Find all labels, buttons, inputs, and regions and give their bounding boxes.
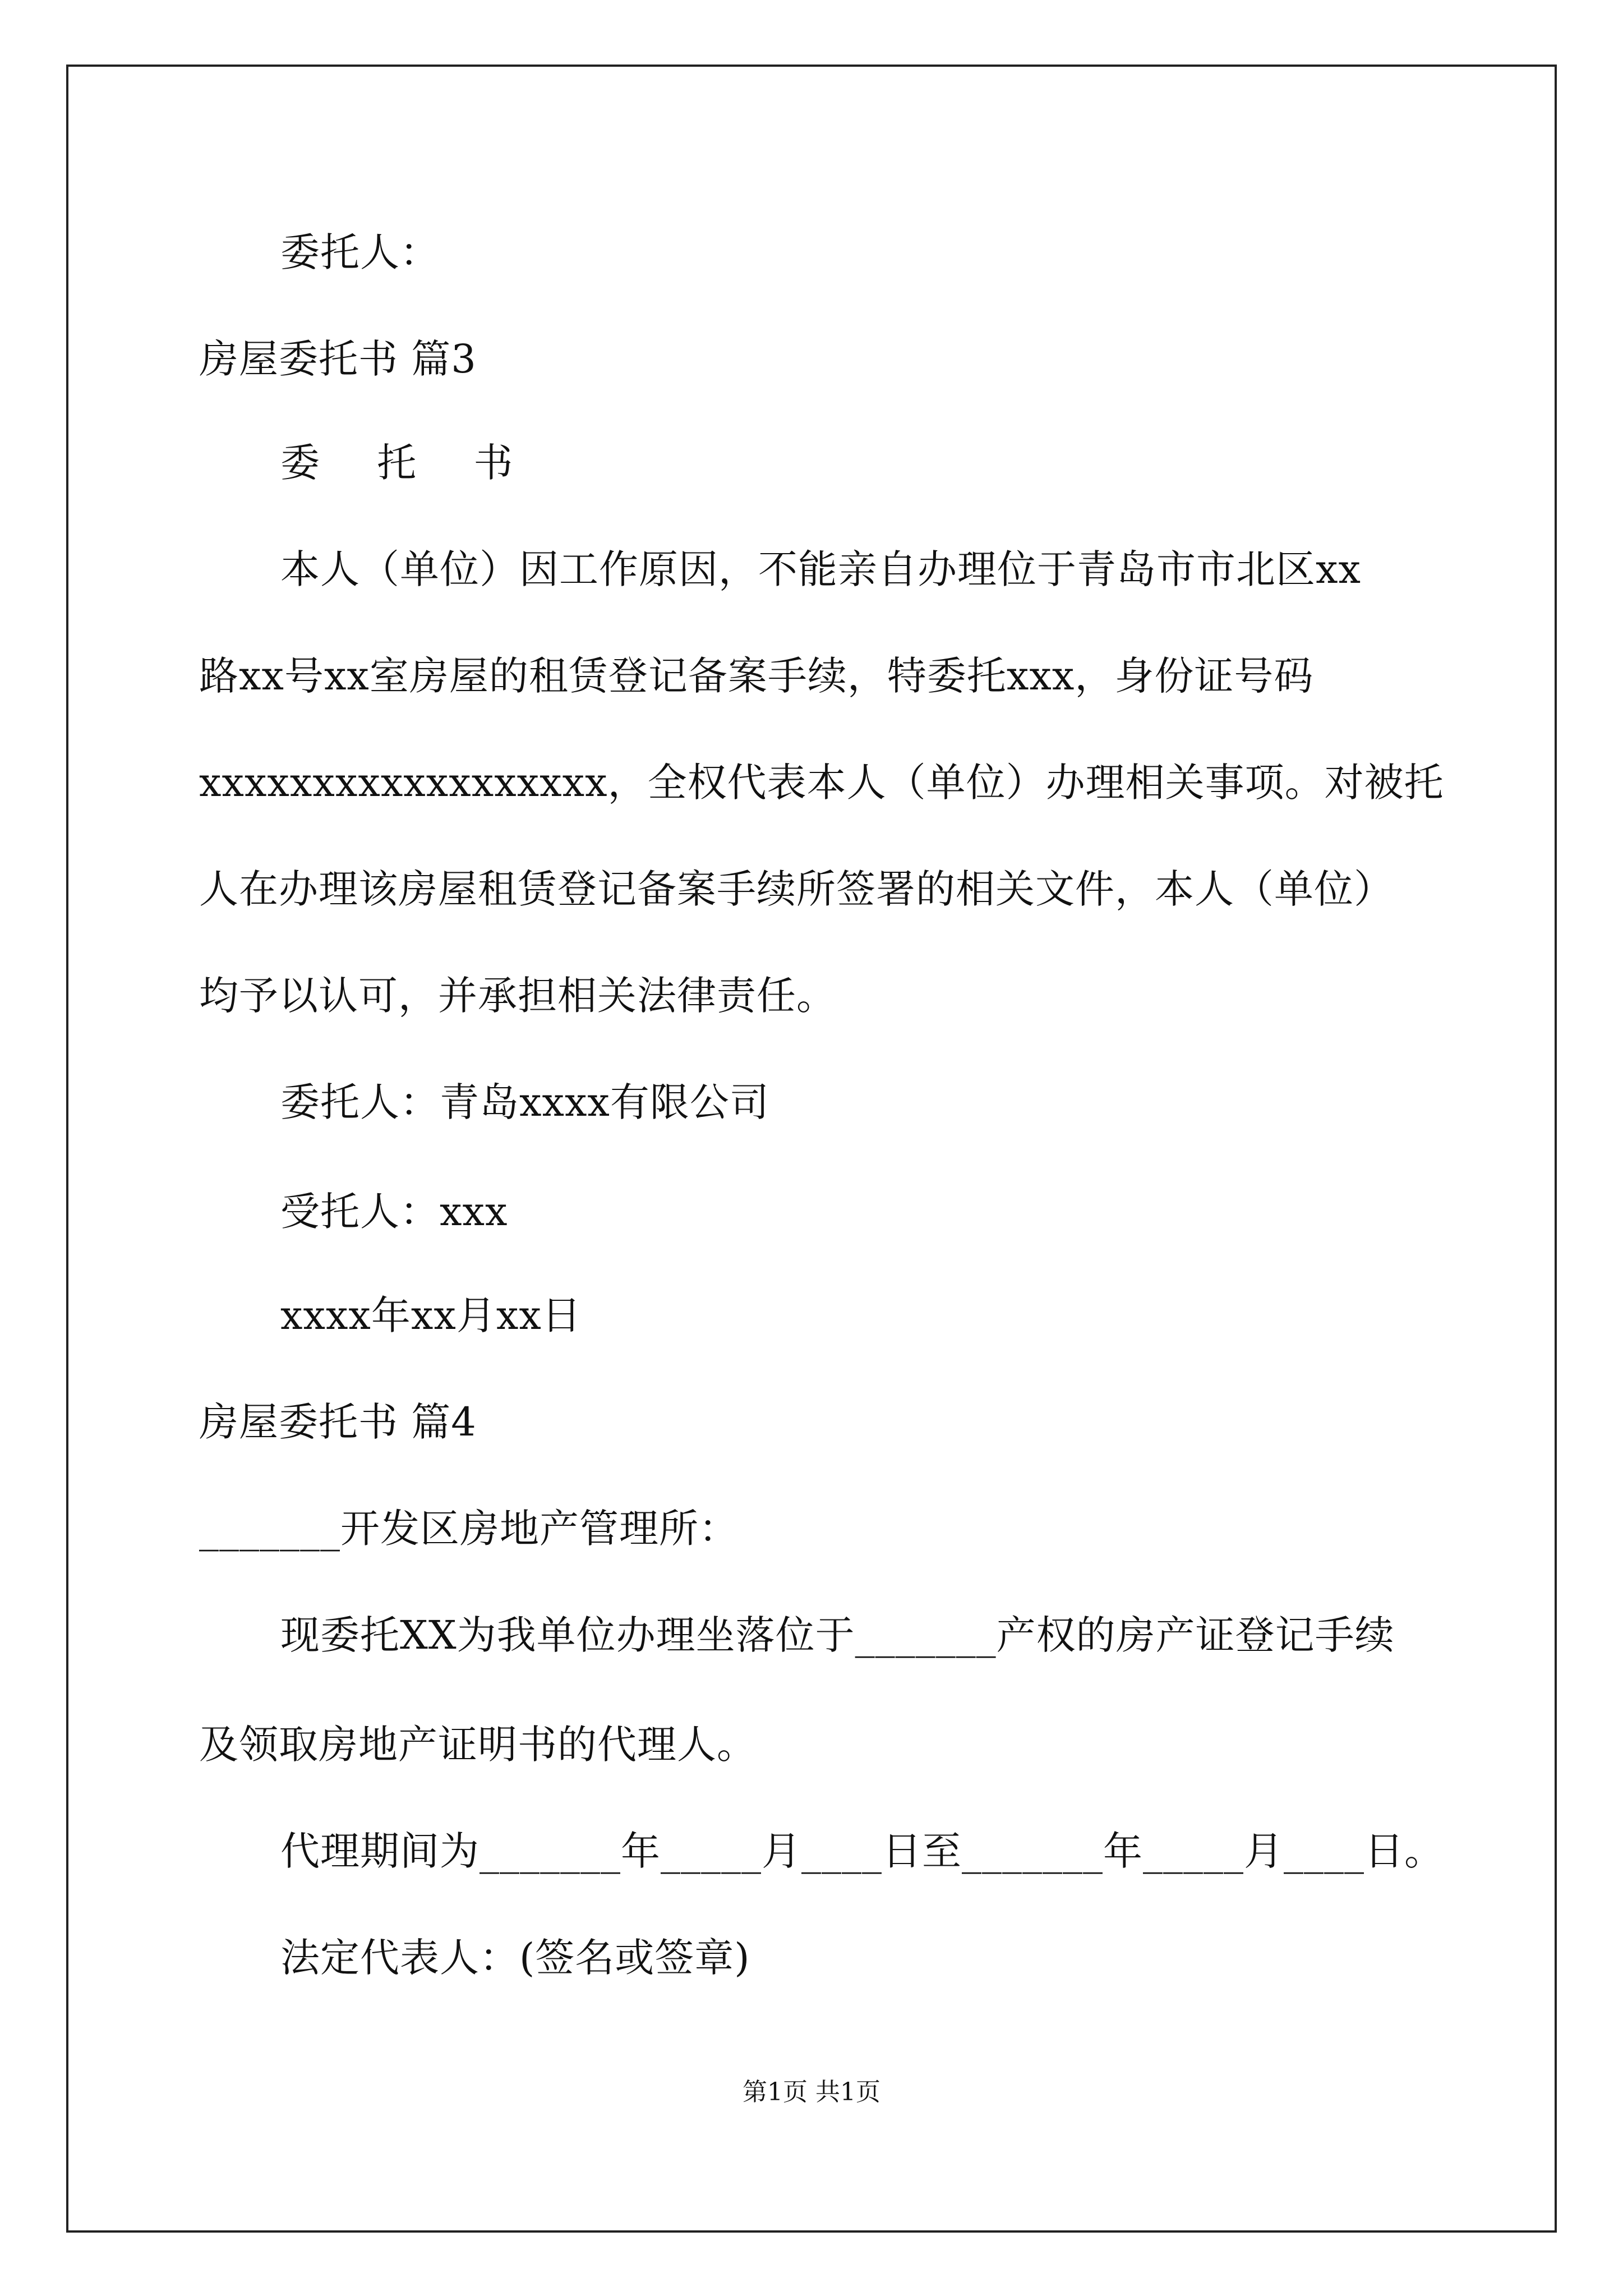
entrust-paragraph-line-1: 现委托XX为我单位办理坐落位于_______产权的房产证登记手续 — [280, 1612, 1395, 1658]
trustee-line: 受托人：xxx — [280, 1189, 508, 1235]
section-heading-3: 房屋委托书 篇3 — [199, 336, 477, 382]
body-paragraph-line-3: xxxxxxxxxxxxxxxxxx，全权代表本人（单位）办理相关事项。对被托 — [199, 760, 1444, 806]
agency-period-line: 代理期间为_______年_____月____日至_______年_____月____日。 — [280, 1828, 1444, 1874]
body-paragraph-line-2: 路xx号xx室房屋的租赁登记备案手续，特委托xxx，身份证号码 — [199, 653, 1314, 699]
body-paragraph-line-5: 均予以认可，并承担相关法律责任。 — [199, 973, 836, 1019]
document-title: 委 托 书 — [280, 440, 536, 486]
section-heading-4: 房屋委托书 篇4 — [199, 1399, 477, 1445]
date-line: xxxx年xx月xx日 — [280, 1292, 582, 1338]
body-paragraph-line-4: 人在办理该房屋租赁登记备案手续所签署的相关文件，本人（单位） — [199, 866, 1394, 912]
delegator-label-prev: 委托人： — [280, 229, 440, 275]
addressee-line: _______开发区房地产管理所： — [199, 1506, 739, 1552]
page-border — [66, 65, 1557, 2233]
body-paragraph-line-1: 本人（单位）因工作原因，不能亲自办理位于青岛市市北区xx — [280, 546, 1361, 592]
legal-representative-line: 法定代表人：(签名或签章) — [280, 1935, 750, 1981]
page-footer: 第1页 共1页 — [743, 2078, 880, 2106]
delegator-line: 委托人：青岛xxxx有限公司 — [280, 1079, 769, 1125]
entrust-paragraph-line-2: 及领取房地产证明书的代理人。 — [199, 1722, 757, 1768]
